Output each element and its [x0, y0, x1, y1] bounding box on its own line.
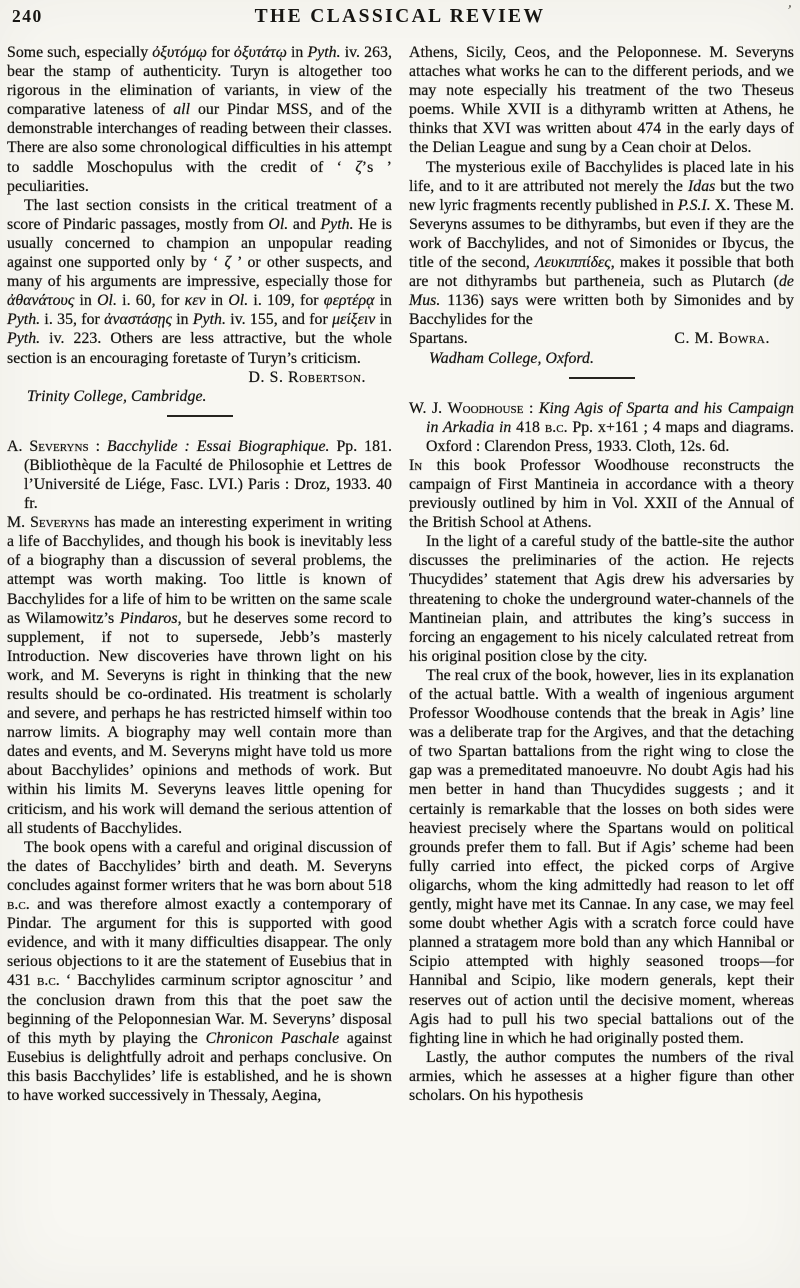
- text-run: ζ: [355, 158, 362, 176]
- text-run: for: [207, 44, 234, 61]
- text-run: The book opens with a careful and original discussion of the dates of Bacchylides’ birth and death. M. Severyns concludes against former writers that he was born about 518: [7, 838, 392, 894]
- scan-artifact-mark: ’: [784, 2, 793, 20]
- text-run: against Eusebius is delightfully adroit and perhaps conclusive. On this basis Bacchylides’ life is established, and he is shown to have worked successively in Thessaly, Aegina,: [7, 1029, 392, 1104]
- text-run: Woodhouse: [447, 399, 524, 417]
- section-divider: [167, 415, 233, 417]
- text-run: de Mus.: [409, 273, 794, 310]
- text-run: Severyns: [29, 437, 89, 455]
- section-divider: [569, 377, 635, 379]
- text-run: iv. 223. Others are less attractive, but the whole section is an encouraging foretaste of Turyn’s criticism.: [7, 330, 392, 367]
- text-run: this book Professor Woodhouse reconstructs the campaign of First Mantineia in accordance with a theory previously outlined by him in Vol. XXII of the Annual of the British School at Athens.: [409, 456, 794, 532]
- text-run: Pyth.: [192, 311, 227, 329]
- page-number: 240: [12, 6, 43, 26]
- text-run: ‘ Bacchylides carminum scriptor agnoscitur ’ and the conclusion drawn from this that the poet saw the beginning of the Peloponnesian War. M. Severyns’ disposal of this myth by playing the: [7, 972, 392, 1047]
- text-run: κεν: [184, 292, 206, 310]
- text-run: but the two new lyric fragments recently published in: [409, 177, 794, 214]
- text-run: The last section consists in the critical treatment of a score of Pindaric passages, mostly from: [7, 196, 392, 233]
- paragraph: [7, 513, 392, 838]
- text-run: ὀξυτόμῳ: [152, 44, 208, 61]
- paragraph: [7, 43, 392, 196]
- text-run: Trinity College, Cambridge.: [27, 387, 207, 405]
- text-run: In the light of a careful study of the battle-site the author discusses the preliminaries of the action. He rejects Thucydides’ statement that Agis drew his adversaries by threatening to choke the underground water-channels of the Mantineian plain, and attributes the king’s success in forcing an engagement to his nicely calculated retreat from his original position close by the city.: [409, 533, 794, 665]
- text-run: , makes it possible that both are not dithyrambs but partheneia, such as Plutarch (: [409, 254, 794, 291]
- text-run: b.c.: [7, 896, 30, 914]
- reviewer-signature: [7, 368, 392, 387]
- text-run: ὀξυτάτῳ: [233, 44, 287, 61]
- text-run: ’ or other suspects, and many of his arguments are impressive, especially those for: [7, 254, 393, 291]
- text-run: our Pindar MSS, and of the demonstrable interchanges of reading between their classes. There are also some chronological difficulties in his attempt to saddle Moschopulus with the credit of ‘: [7, 101, 392, 176]
- text-run: Bacchylide : Essai Biographique.: [106, 437, 330, 455]
- text-run: Athens, Sicily, Ceos, and the Peloponnese. M. Severyns attaches what works he can to the different periods, and we may note especially his treatment of the two Theseus poems. While XVII is a dithyramb written at Athens, he thinks that XVI was written about 474 in the early days of the Delian League and sung by a Cean choir at Delos.: [409, 44, 794, 157]
- text-run: in: [286, 44, 308, 61]
- text-run: μείξειν: [332, 311, 376, 329]
- text-run: ζ: [224, 254, 231, 272]
- text-run: Ol.: [228, 292, 249, 310]
- text-run: in: [375, 311, 393, 329]
- text-run: Pyth.: [7, 330, 41, 348]
- text-run: 1136) says were written both by Simonides and by Bacchylides for the: [409, 292, 794, 329]
- text-run: i. 35, for: [40, 311, 105, 329]
- two-column-text-area: [0, 34, 800, 1105]
- text-run: and: [288, 215, 321, 233]
- text-run: C. M. Bowra.: [674, 330, 770, 348]
- text-run: i. 60, for: [116, 292, 185, 310]
- text-run: b.c.: [544, 418, 568, 436]
- text-run: He is usually concerned to champion an unpopular reading against one supported only by ‘: [7, 215, 393, 272]
- text-run: has made an interesting experiment in writing a life of Bacchylides, and though his book is inevitably less of a biography than a discussion of several problems, the attempt was worth making. Too little is known of Bacchylides for a life of him to be written on the same scale as Wilamowitz’s: [7, 514, 392, 627]
- text-run: ἀναστάσῃς: [104, 311, 172, 329]
- text-run: in: [171, 311, 193, 329]
- text-run: Ol.: [97, 292, 117, 310]
- text-run: King Agis of Sparta and his Campaign in Arkadia in: [426, 399, 794, 436]
- paragraph: [409, 666, 794, 1048]
- text-run: :: [88, 437, 107, 455]
- reviewer-affiliation: [7, 387, 392, 406]
- text-run: ἀθανάτους: [7, 292, 75, 310]
- journal-title: THE CLASSICAL REVIEW: [254, 6, 546, 27]
- text-run: in: [205, 292, 229, 310]
- text-run: Pp. 181. (Bibliothèque de la Faculté de Philosophie et Lettres de l’Université de Liége, Fasc. LVI.) Paris : Droz, 1933. 40 fr.: [24, 437, 392, 513]
- text-run: Some such, especially: [7, 44, 153, 61]
- paragraph-last-words: [409, 329, 468, 348]
- text-run: , but he deserves some record to supplement, if not to supersede, Jebb’s masterly Introduction. New discoveries have thrown light on his work, and M. Severyns is right in thinking that the new results should be co-ordinated. His treatment is scholarly and severe, and perhaps he has restricted himself within too narrow limits. A biography may well contain more than dates and events, and M. Severyns might have told us more about Bacchylides’ opinions and methods of work. But within his limits M. Severyns leaves little opening for criticism, and his work will demand the serious attention of all students of Bacchylides.: [7, 609, 392, 837]
- signature-line: [409, 329, 794, 348]
- text-run: P.S.I.: [677, 196, 711, 214]
- text-run: Ol.: [268, 215, 289, 233]
- text-run: 418: [516, 418, 545, 436]
- reviewer-affiliation: [409, 349, 794, 368]
- text-run: The mysterious exile of Bacchylides is placed late in his life, and to it are attributed not merely the: [409, 158, 794, 195]
- text-run: i. 109, for: [248, 292, 324, 310]
- text-run: W. J.: [409, 399, 448, 417]
- text-run: Chronicon Paschale: [205, 1029, 340, 1047]
- text-run: X. These M. Severyns assumes to be dithyrambs, but even if they are the work of Bacchylides, and not of Simonides or Ibycus, the title of the second,: [409, 196, 795, 272]
- review-heading: [7, 437, 392, 513]
- paragraph: [7, 196, 392, 368]
- text-run: Pindaros: [119, 609, 178, 627]
- text-run: Wadham College, Oxford.: [429, 349, 594, 367]
- text-run: Pyth.: [320, 215, 354, 233]
- reviewer-signature: [674, 329, 794, 348]
- text-run: Pyth.: [7, 311, 41, 329]
- text-run: Idas: [687, 177, 716, 195]
- paragraph: [7, 838, 392, 1105]
- text-run: in: [74, 292, 98, 310]
- text-run: :: [523, 399, 539, 417]
- text-run: Spartans.: [409, 330, 468, 348]
- text-run: ’s ’ peculiarities.: [7, 158, 392, 195]
- page-header: [0, 0, 800, 34]
- text-run: The real crux of the book, however, lies in its explanation of the actual battle. With a wealth of ingenious argument Professor Woodhouse contends that the break in Agis’ line was a deliberate trap for the Argives, and that the detaching of two Spartan battalions from the right wing to close the gap was a premeditated manoeuvre. No doubt Agis had his men better in hand than Thucydides suggests ; and it certainly is remarkable that the losses on both sides were heaviest precisely where the Spartans would on political grounds prefer them to fall. But if Agis’ scheme had been fully carried into effect, the picked corps of Argive oligarchs, whom the king admittedly had reason to let off gently, might have met its Cannae. In any case, we may feel some doubt whether Agis with a scratch force could have planned a stratagem more bold than any which Hannibal or Scipio attempted with highly seasoned troops—for Hannibal and Scipio, like modern generals, kept their reserves out of action until the decisive moment, whereas Agis had to pull his two special battalions out of the fighting line in which he had originally posted them.: [409, 666, 794, 1047]
- text-run: In: [409, 456, 423, 474]
- text-run: b.c.: [36, 972, 60, 990]
- text-run: D. S. Robertson.: [248, 368, 366, 386]
- left-column: [7, 43, 392, 1105]
- text-run: iv. 155, and for: [226, 311, 333, 329]
- paragraph: [409, 532, 794, 666]
- right-column: [409, 43, 794, 1105]
- paragraph: [409, 1048, 794, 1105]
- paragraph: [409, 158, 794, 330]
- text-run: A.: [7, 437, 30, 455]
- text-run: iv. 263, bear the stamp of authenticity. Turyn is altogether too rigorous in the elimination of variants, in view of the comparative lateness of: [7, 44, 392, 119]
- text-run: in: [374, 292, 393, 310]
- text-run: φερτέρᾳ: [323, 292, 375, 310]
- text-run: M. Severyns: [7, 514, 90, 532]
- text-run: Pp. x+161 ; 4 maps and diagrams. Oxford : Clarendon Press, 1933. Cloth, 12s. 6d.: [426, 418, 794, 455]
- text-run: and was therefore almost exactly a contemporary of Pindar. The argument for this is supported with good evidence, and with it many difficulties disappear. The only serious objections to it are the statement of Eusebius that in 431: [7, 896, 392, 990]
- paragraph: [409, 43, 794, 158]
- text-run: Pyth.: [307, 44, 341, 61]
- review-heading: [409, 399, 794, 456]
- text-run: Λευκιππίδες: [535, 254, 611, 272]
- text-run: all: [173, 101, 191, 119]
- text-run: Lastly, the author computes the numbers of the rival armies, which he assesses at a higher figure than other scholars. On his hypothesis: [409, 1048, 794, 1104]
- paragraph: [409, 456, 794, 532]
